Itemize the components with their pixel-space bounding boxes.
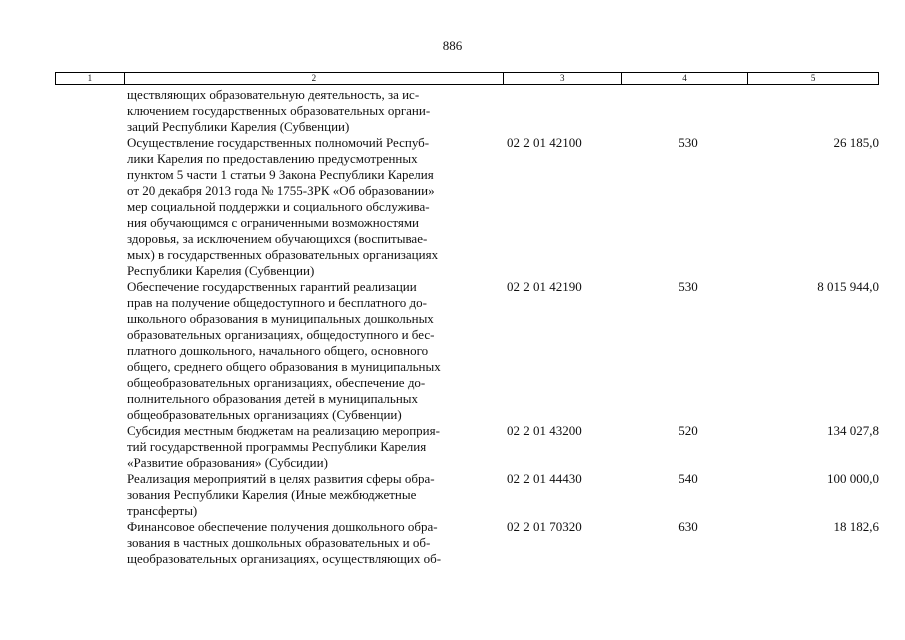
row-description: Реализация мероприятий в целях развития сферы обра- зования Республики Карелия (Иные межбюджетные трансферты)	[127, 471, 435, 518]
column-header-4: 4	[622, 73, 749, 84]
row-expense-type: 530	[678, 135, 698, 150]
table-body	[127, 87, 879, 567]
table-row	[127, 87, 879, 135]
row-amount: 18 182,6	[833, 519, 879, 534]
row-code: 02 2 01 43200	[507, 423, 582, 438]
row-amount: 8 015 944,0	[817, 279, 879, 294]
row-description: Финансовое обеспечение получения дошкольного обра- зования в частных дошкольных образовательных и об- щеобразовательных организациях, осуществляющих об-	[127, 519, 442, 566]
column-header-3: 3	[504, 73, 622, 84]
row-description: Субсидия местным бюджетам на реализацию мероприя- тий государственной программы Республики Карелия «Развитие образования» (Субсидии)	[127, 423, 440, 470]
column-header-5: 5	[810, 73, 816, 83]
row-expense-type: 630	[678, 519, 698, 534]
row-amount: 100 000,0	[827, 471, 879, 486]
table-row	[127, 423, 879, 471]
row-expense-type: 520	[678, 423, 698, 438]
column-header-1: 1	[56, 73, 125, 84]
row-description: ществляющих образовательную деятельность, за ис- ключением государственных образовательных органи- заций Республики Карелия (Субвенции)	[127, 87, 431, 134]
row-code: 02 2 01 42190	[507, 279, 582, 294]
table-header	[55, 72, 879, 85]
row-code: 02 2 01 44430	[507, 471, 582, 486]
row-amount: 26 185,0	[833, 135, 879, 150]
row-code: 02 2 01 42100	[507, 135, 582, 150]
row-description: Обеспечение государственных гарантий реализации прав на получение общедоступного и бесплатного до- школьного образования в муниципальных дошкольных образовательных организациях, общедоступного и бес- платного дошкольного, начального общего, основного общего, среднего общего образования в муниципальных общеобразовательных организациях, обеспечение до- полнительного образования детей в муниципальных общеобразовательных организациях (Субвенции)	[127, 279, 441, 422]
row-amount: 134 027,8	[827, 423, 879, 438]
row-expense-type: 530	[678, 279, 698, 294]
table-row	[127, 135, 879, 279]
page-number: 886	[442, 38, 463, 53]
column-header-2: 2	[125, 73, 504, 84]
table-row	[127, 471, 879, 519]
table-row	[127, 279, 879, 423]
row-code: 02 2 01 70320	[507, 519, 582, 534]
table-row	[127, 519, 879, 567]
row-description: Осуществление государственных полномочий Респуб- лики Карелия по предоставлению предусмотренных пунктом 5 части 1 статьи 9 Закона Республики Карелия от 20 декабря 2013 года № 1755-ЗРК «Об образовании» мер социальной поддержки и социального обслужива- ния обучающимся с ограниченными возможностями здоровья, за исключением обучающихся (воспитывае- мых) в государственных образовательных организациях Республики Карелия (Субвенции)	[127, 135, 439, 278]
row-expense-type: 540	[678, 471, 698, 486]
